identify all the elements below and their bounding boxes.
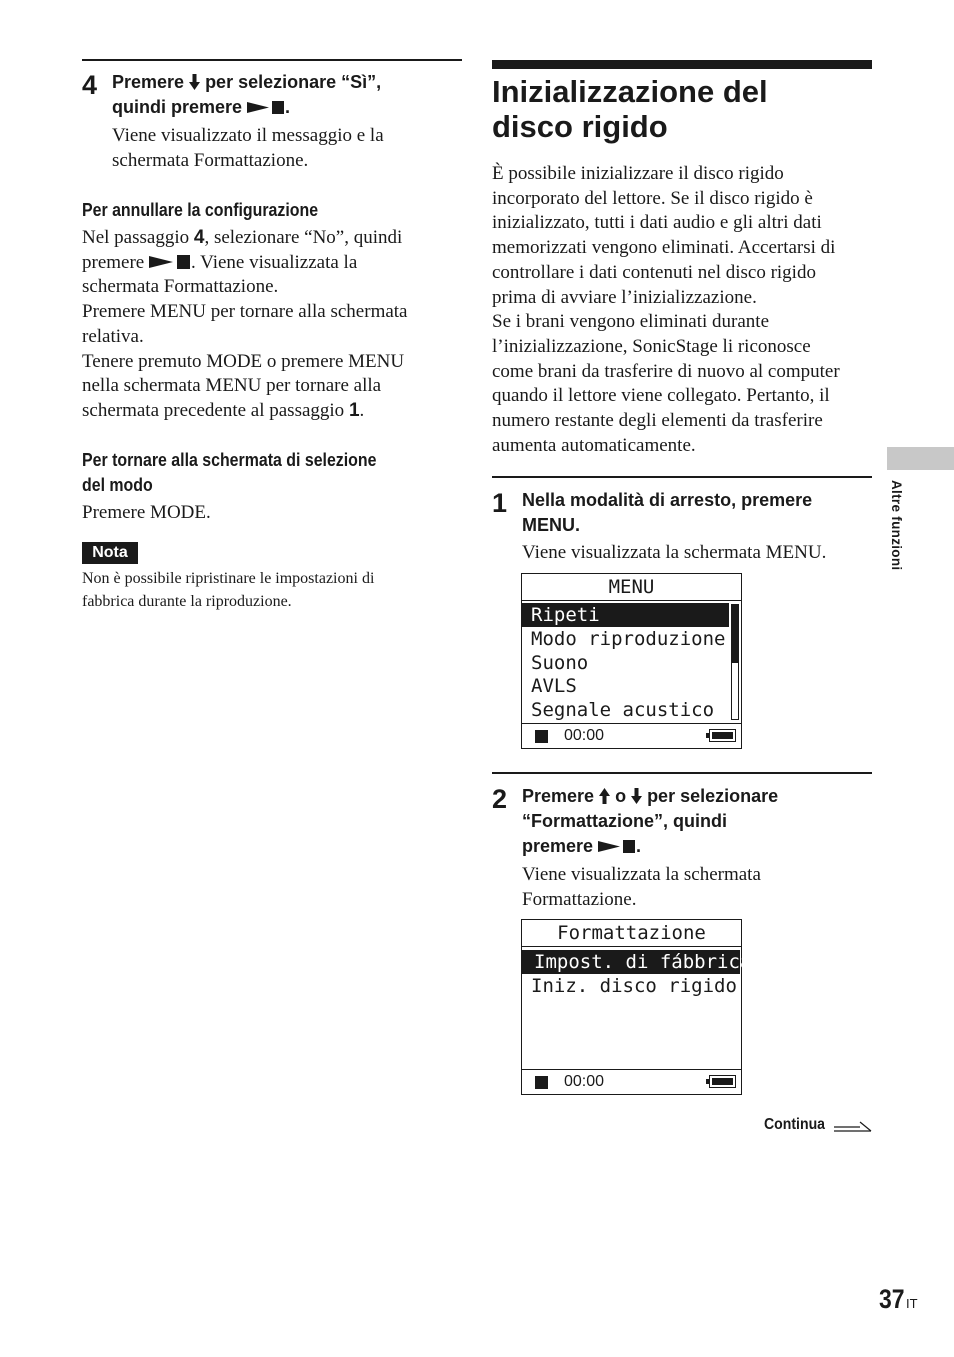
step-1-number: 1	[492, 488, 508, 518]
step-4-body: Viene visualizzato il messaggio e la schermata Formattazione.	[112, 125, 384, 171]
down-arrow-icon	[189, 74, 200, 90]
down-arrow-icon	[631, 788, 642, 804]
mode-body: Premere MODE.	[82, 502, 211, 523]
time-display: 00:00	[564, 1073, 605, 1090]
play-stop-icon	[149, 254, 191, 270]
page-number: 37 IT	[879, 1284, 918, 1314]
format-screen	[521, 919, 752, 1095]
step-1-rule	[492, 476, 872, 478]
cancel-body: Nel passaggio 4, selezionare “No”, quindi premere . Viene visualizzata la schermata Formattazione. Premere MENU per tornare alla schermata relativa. Tenere premuto MODE o premere MENU nella schermata MENU per tornare alla schermata precedente al passaggio 1.	[82, 227, 408, 421]
menu-scrollbar[interactable]	[731, 604, 739, 720]
note-body: Non è possibile ripristinare le impostazioni di fabbrica durante la riproduzione.	[82, 570, 375, 610]
intro-paragraph: È possibile inizializzare il disco rigido incorporato del lettore. Se il disco rigido è inizializzato, tutti i dati audio e gli altri dati memorizzati vengono eliminati. Accertarsi di controllare i dati contenuti nel disco rigido prima di avviare l’inizializzazione. Se i brani vengono eliminati durante l’inizializzazione, SonicStage li riconosce come brani da trasferire di nuovo al computer quando il lettore viene collegato. Pertanto, il numero restante degli elementi da trasferire aumenta automaticamente.	[492, 163, 840, 456]
up-arrow-icon	[599, 788, 610, 804]
mode-heading: Per tornare alla schermata di selezione del modo	[82, 449, 377, 495]
menu-item[interactable]: Segnale acustico	[531, 699, 715, 721]
step-2-heading: Premere o per selezionare “Formattazione”, quindi premere .	[522, 786, 779, 856]
step-4-heading: Premere per selezionare “Sì”, quindi premere .	[112, 72, 382, 117]
menu-screen	[521, 573, 742, 749]
status-bar	[522, 723, 741, 748]
side-tab	[887, 447, 954, 470]
battery-icon	[709, 1075, 736, 1088]
note-badge: Nota	[82, 542, 138, 564]
menu-item[interactable]: Ripeti	[522, 603, 729, 627]
title-bar	[492, 60, 872, 69]
cancel-heading: Per annullare la configurazione	[82, 199, 319, 220]
format-screen-title: Formattazione	[522, 920, 741, 947]
time-display: 00:00	[564, 727, 605, 744]
menu-item[interactable]: Suono	[531, 652, 589, 674]
stop-icon	[535, 730, 548, 743]
step-2-number: 2	[492, 784, 508, 814]
continue-label: Continua	[764, 1116, 826, 1133]
battery-icon	[709, 729, 736, 742]
side-tab-label: Altre funzioni	[889, 480, 904, 571]
step-1-heading: Nella modalità di arresto, premere MENU.	[522, 490, 813, 535]
step-4-number: 4	[82, 70, 98, 100]
status-bar	[522, 1069, 741, 1094]
scrollbar-thumb[interactable]	[732, 605, 738, 663]
play-stop-icon	[247, 100, 285, 115]
format-item[interactable]: Iniz. disco rigido	[531, 975, 737, 997]
format-item[interactable]: Impost. di fábbrica	[522, 950, 740, 974]
menu-item[interactable]: AVLS	[531, 675, 577, 697]
page-title: Inizializzazione del disco rigido	[492, 74, 768, 144]
play-stop-icon	[598, 839, 636, 854]
stop-icon	[535, 1076, 548, 1089]
continue-arrow-icon	[834, 1121, 872, 1133]
menu-screen-title: MENU	[522, 574, 741, 601]
step-2-rule	[492, 772, 872, 774]
step-1-body: Viene visualizzata la schermata MENU.	[522, 542, 827, 563]
step-2-body: Viene visualizzata la schermata Formattazione.	[522, 864, 761, 910]
menu-item[interactable]: Modo riproduzione	[531, 628, 726, 650]
top-rule-left	[82, 59, 462, 61]
